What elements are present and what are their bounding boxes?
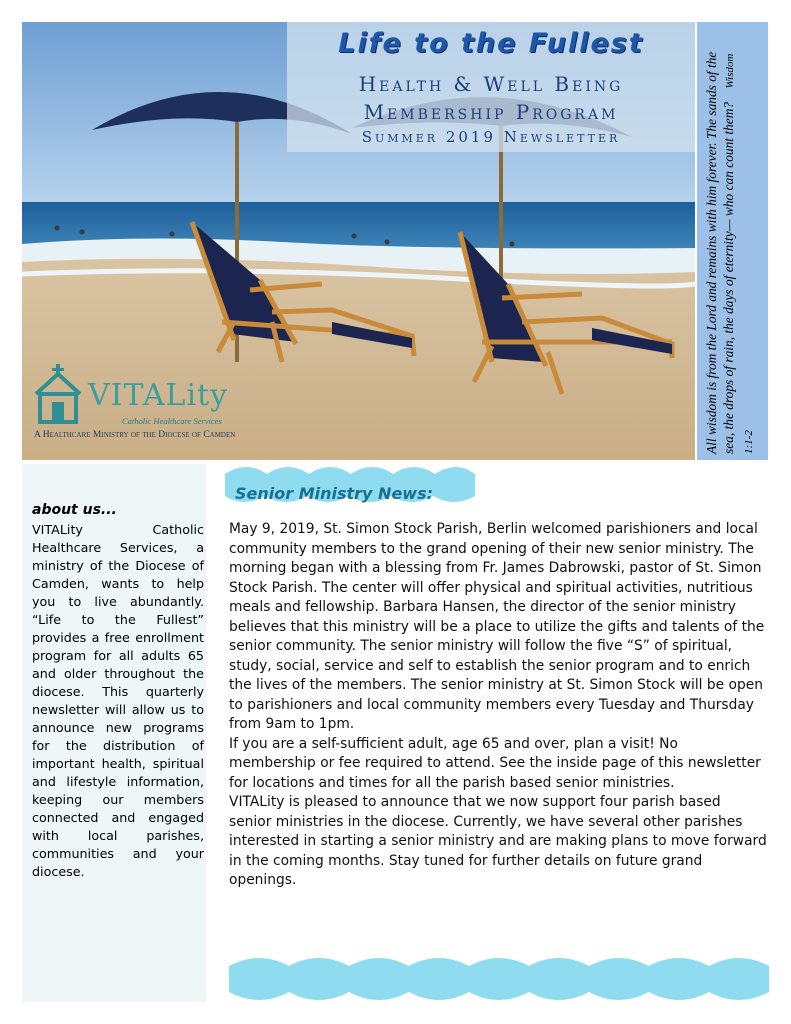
about-text: VITALity Catholic Healthcare Services, a ministry of the Diocese of Camden, wants to help you to live abundantly. “Life to the Fullest” provides a free enrollment program for all adults 65 and older throughout the diocese. This quarterly newsletter will allow us to announce new programs for the distribution of important health, spiritual and lifestyle information, keeping our members connected and engaged with local parishes, communities and your diocese.: [32, 522, 204, 879]
quote-citation: Wisdom 1:1-2: [724, 53, 755, 454]
about-heading: about us...: [32, 502, 117, 518]
logo-wordmark: VITALity: [88, 378, 229, 413]
subtitle-line-3: Summer 2019 Newsletter: [361, 128, 621, 146]
article-paragraph: May 9, 2019, St. Simon Stock Parish, Berlin welcomed parishioners and local community members to the grand opening of their new senior ministry. The morning began with a blessing from Fr. James Dabrowski, pastor of St. Simon Stock Parish. The center will offer physical and spiritual activities, nutritious meals and fellowship. Barbara Hansen, the director of the senior ministry believes that this ministry will be a place to utilize the gifts and talents of the senior community. The senior ministry will follow the five “S” of spiritual, study, social, service and self to establish the senior program and to enrich the lives of the members. The senior ministry at St. Simon Stock will be open to parishioners and local community members every Tuesday and Thursday from 9am to 1pm.: [229, 521, 765, 732]
quote-text: All wisdom is from the Lord and remains with him forever. The sands of the sea, the drops of rain, the days of eternity— who can count them?: [704, 51, 736, 454]
scripture-quote-panel: [697, 22, 768, 460]
scripture-quote: [703, 34, 758, 454]
masthead: [287, 22, 695, 152]
church-icon: [30, 364, 86, 428]
news-article: [229, 520, 767, 891]
logo-subtitle: Catholic Healthcare Services: [122, 416, 222, 426]
wave-banner-bottom: [229, 950, 769, 1006]
newsletter-title: Life to the Fullest: [338, 28, 644, 59]
vitality-logo: [30, 364, 250, 444]
subtitle-line-2: Membership Program: [363, 100, 619, 124]
article-paragraph: If you are a self-sufficient adult, age 65 and over, plan a visit! No membership or fee required to attend. See the inside page of this newsletter for locations and times for all the parish based senior ministries.: [229, 735, 761, 791]
news-heading: Senior Ministry News:: [235, 484, 433, 503]
article-paragraph: VITALity is pleased to announce that we now support four parish based senior ministries in the diocese. Currently, we have several other parishes interested in starting a senior ministry and are making plans to move forward in the coming months. Stay tuned for further details on future grand openings.: [229, 794, 767, 888]
subtitle-line-1: Health & Well Being: [358, 72, 624, 96]
about-sidebar: [22, 464, 206, 1002]
logo-tagline: A Healthcare Ministry of the Diocese of Camden: [34, 430, 236, 440]
